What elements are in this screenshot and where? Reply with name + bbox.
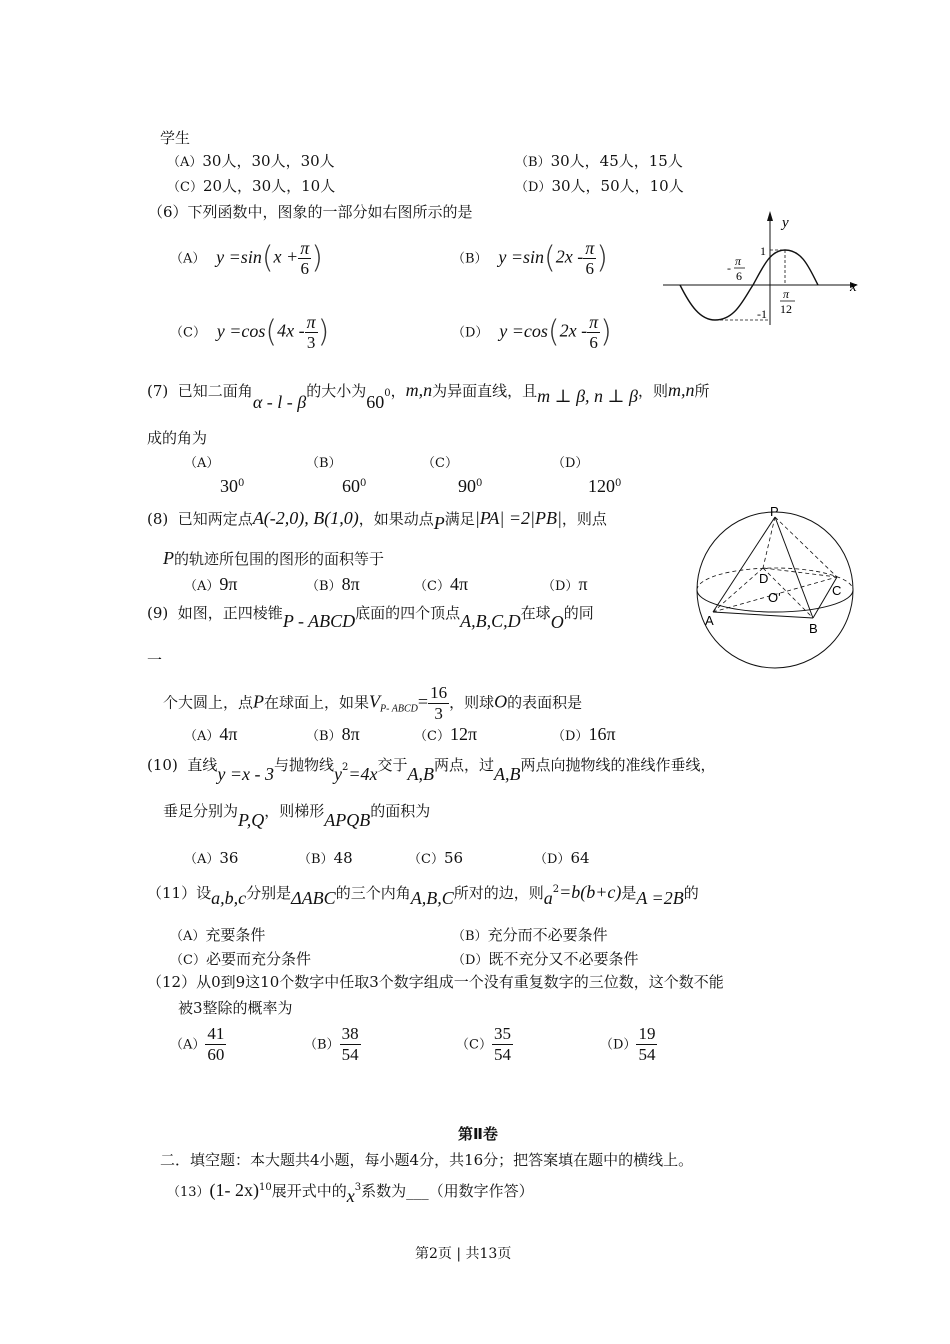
q11-option-d: （D）既不充分又不必要条件: [452, 950, 639, 968]
q5-option-c: （C）20人，30人，10人: [167, 177, 336, 195]
label-pi: π: [783, 287, 790, 301]
q5-option-b: （B）30人，45人，15人: [515, 152, 683, 170]
sphere-figure: [695, 505, 860, 670]
edge-ab: [713, 612, 813, 618]
q9-line1: (9) 如图，正四棱锥P - ABCD底面的四个顶点A,B,C,D在球O的同: [147, 604, 594, 632]
label-twelve: 12: [780, 302, 792, 316]
q10-option-a: （A）36: [184, 849, 239, 867]
q5-cont: 学生: [160, 129, 191, 147]
label-a: A: [705, 613, 714, 628]
x-label: x: [850, 279, 857, 295]
q11-option-a: （A）充要条件: [170, 926, 266, 944]
edge-pd: [763, 517, 775, 568]
label-p: P: [770, 504, 779, 519]
q8-option-c: （C）4π: [414, 574, 469, 594]
q9-option-b: （B）8π: [306, 724, 360, 744]
q13-line: （13）(1- 2x)$^{10}$展开式中的$x^3$系数为___（用数字作答）: [167, 1180, 534, 1206]
label-o: O': [768, 590, 781, 605]
q5-option-a: （A）30人，30人，30人: [167, 152, 335, 170]
label-neg-one: -1: [757, 307, 767, 321]
edge-pb: [775, 517, 813, 618]
q10-line1: (10) 直线y =x - 3与抛物线$y^2=4x$交于A,B两点，过A,B两点向抛物线的准线作垂线，: [147, 756, 716, 784]
q7-option-c: （C） $90^0$: [422, 456, 483, 496]
edge-cd: [763, 568, 837, 577]
q10-option-b: （B）48: [298, 849, 353, 867]
q7-option-d: （D） $120^0$: [552, 456, 622, 496]
q6-option-c: （C） y =cos(4x - $\frac{\pi}{3}$ ): [170, 312, 330, 352]
q10-option-d: （D）64: [534, 849, 590, 867]
q12-line1: （12）从0到9这10个数字中任取3个数字组成一个没有重复数字的三位数，这个数不能: [147, 973, 724, 991]
q9-line3: 个大圆上，点P在球面上，如果$V_{P- ABCD}=$ $\frac{16}{3}$ ，则球O的表面积是: [163, 683, 583, 723]
label-b: B: [809, 621, 818, 636]
q6-option-d: （D） y =cos(2x - $\frac{\pi}{6}$ ): [452, 312, 612, 352]
q12-option-d: （D） $\frac{19}{54}$: [600, 1024, 656, 1064]
label-d: D: [759, 571, 769, 586]
q12-option-b: （B） $\frac{38}{54}$: [304, 1024, 359, 1064]
q11-line1: （11）设a,b,c分别是ΔABC的三个内角A,B,C所对的边，则$a^2=b(b+c)$是A =2B的: [147, 882, 699, 908]
q9-option-d: （D）16π: [552, 724, 616, 744]
q6-stem: （6）下列函数中，图象的一部分如右图所示的是: [148, 203, 473, 221]
edge-pa: [713, 517, 775, 612]
q7-option-b: （B） $60^0$: [306, 456, 367, 496]
q6-option-a: （A） y =sin(x + $\frac{\pi}{6}$ ): [170, 238, 323, 278]
q11-option-b: （B）充分而不必要条件: [452, 926, 608, 944]
q8-option-a: （A）9π: [184, 574, 238, 594]
y-label: y: [782, 215, 789, 231]
q10-option-c: （C）56: [408, 849, 464, 867]
section2-instructions: 二．填空题：本大题共4小题，每小题4分，共16分；把答案填在题中的横线上。: [160, 1151, 694, 1169]
q8-line1: (8) 已知两定点A(-2,0), B(1,0)，如果动点P满足|PA| =2|PB|，则点: [147, 508, 607, 533]
label-one: 1: [760, 244, 766, 258]
label-c: C: [832, 583, 842, 598]
q12-line2: 被3整除的概率为: [178, 999, 293, 1017]
q9-option-c: （C）12π: [414, 724, 478, 744]
q11-option-c: （C）必要而充分条件: [170, 950, 311, 968]
label-six: 6: [736, 269, 742, 283]
q8-option-d: （D）π: [542, 574, 588, 594]
q5-option-d: （D）30人，50人，10人: [515, 177, 684, 195]
sine-graph: [655, 205, 865, 335]
q13-blank[interactable]: ___: [406, 1182, 429, 1200]
q9-line2: 一: [147, 651, 163, 669]
q7-option-a: （A） $30^0$: [184, 456, 245, 496]
q8-option-b: （B）8π: [306, 574, 360, 594]
q6-option-b: （B） y =sin(2x - $\frac{\pi}{6}$ ): [452, 238, 608, 278]
q10-line2: 垂足分别为P,Q，则梯形APQB的面积为: [163, 802, 431, 830]
q9-option-a: （A）4π: [184, 724, 238, 744]
section2-title: 第Ⅱ卷: [458, 1125, 498, 1143]
q7-line2: 成的角为: [147, 429, 208, 447]
q12-option-c: （C） $\frac{35}{54}$: [456, 1024, 511, 1064]
q8-line2: P的轨迹所包围的图形的面积等于: [163, 548, 385, 568]
y-axis-arrow: [767, 211, 773, 221]
q12-option-a: （A） $\frac{41}{60}$: [170, 1024, 225, 1064]
label-neg-pi: π: [735, 254, 742, 268]
page-footer: 第2页 | 共13页: [415, 1246, 512, 1262]
q7-line1: (7) 已知二面角α - l - β的大小为$60^0$，m,n为异面直线，且m ⊥ β, n ⊥ β，则m,n所: [147, 380, 710, 412]
label-neg-sign: -: [727, 261, 731, 275]
